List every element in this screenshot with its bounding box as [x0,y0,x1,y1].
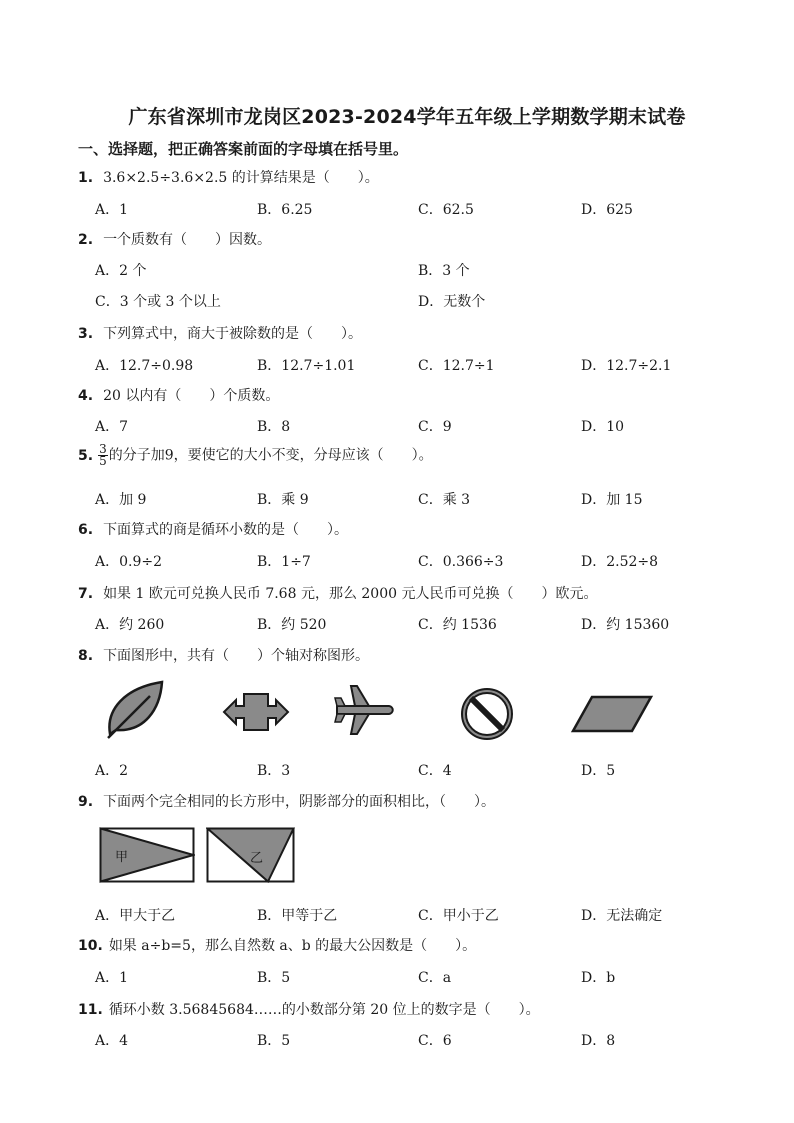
option-d[interactable]: D．无法确定 [581,908,663,924]
question-4: 4. 20 以内有（ ）个质数。 [78,388,280,404]
option-a[interactable]: A．约 260 [95,617,165,633]
option-a[interactable]: A．2 [95,763,129,779]
option-c[interactable]: C．62.5 [418,202,474,218]
option-b[interactable]: B．12.7÷1.01 [257,358,356,374]
option-d[interactable]: D．8 [581,1033,616,1049]
option-b[interactable]: B．8 [257,419,291,435]
question-8: 8. 下面图形中，共有（ ）个轴对称图形。 [78,648,370,664]
option-b[interactable]: B．约 520 [257,617,327,633]
option-c[interactable]: C．约 1536 [418,617,497,633]
option-a[interactable]: A．甲大于乙 [95,908,176,924]
option-a[interactable]: A．4 [95,1033,129,1049]
cross-arrows-icon [222,688,290,736]
option-d[interactable]: D．10 [581,419,625,435]
question-7: 7. 如果 1 欧元可兑换人民币 7.68 元，那么 2000 元人民币可兑换（ ）欧元。 [78,586,598,602]
question-10: 10. 如果 a÷b=5，那么自然数 a、b 的最大公因数是（ ）。 [78,938,477,954]
question-5: 5. $\frac{3}{5}$ 的分子加9，要使它的大小不变，分母应该（ ）。 [78,442,433,468]
option-b[interactable]: B．1÷7 [257,554,311,570]
option-a[interactable]: A．2 个 [95,263,147,279]
option-b[interactable]: B．3 [257,763,291,779]
option-d[interactable]: D．2.52÷8 [581,554,659,570]
option-c[interactable]: C．4 [418,763,452,779]
option-c[interactable]: C．甲小于乙 [418,908,499,924]
option-a[interactable]: A．7 [95,419,129,435]
option-a[interactable]: A．12.7÷0.98 [95,358,194,374]
option-c[interactable]: C．a [418,970,452,986]
label-yi: 乙 [250,851,264,866]
question-2: 2. 一个质数有（ ）因数。 [78,232,272,248]
option-b[interactable]: B．6.25 [257,202,313,218]
option-d[interactable]: D．约 15360 [581,617,670,633]
option-c[interactable]: C．12.7÷1 [418,358,495,374]
section-heading: 一、选择题，把正确答案前面的字母填在括号里。 [78,140,409,158]
option-a[interactable]: A．1 [95,202,129,218]
option-a[interactable]: A．1 [95,970,129,986]
option-b[interactable]: B．5 [257,1033,291,1049]
question-3: 3. 下列算式中，商大于被除数的是（ ）。 [78,326,363,342]
option-c[interactable]: C．6 [418,1033,452,1049]
parallelogram-icon [570,694,654,734]
option-b[interactable]: B．3 个 [418,263,470,279]
airplane-icon [333,684,395,736]
page-title: 广东省深圳市龙岗区2023-2024学年五年级上学期数学期末试卷 [128,106,686,128]
no-entry-icon [459,686,515,742]
option-b[interactable]: B．5 [257,970,291,986]
option-d[interactable]: D．无数个 [418,294,486,310]
question-9: 9. 下面两个完全相同的长方形中，阴影部分的面积相比，（ ）。 [78,794,496,810]
option-c[interactable]: C．0.366÷3 [418,554,504,570]
label-jia: 甲 [115,850,129,865]
option-c[interactable]: C．乘 3 [418,492,471,508]
option-b[interactable]: B．甲等于乙 [257,908,338,924]
option-c[interactable]: C．3 个或 3 个以上 [95,294,221,310]
option-d[interactable]: D．5 [581,763,616,779]
question-6: 6. 下面算式的商是循环小数的是（ ）。 [78,522,349,538]
option-d[interactable]: D．加 15 [581,492,643,508]
leaf-icon [104,680,166,740]
option-d[interactable]: D．625 [581,202,633,218]
question-11: 11. 循环小数 3.56845684……的小数部分第 20 位上的数字是（ ）。 [78,1002,540,1018]
option-a[interactable]: A．加 9 [95,492,147,508]
option-b[interactable]: B．乘 9 [257,492,309,508]
rectangle-jia-figure [99,827,195,883]
option-d[interactable]: D．12.7÷2.1 [581,358,672,374]
option-a[interactable]: A．0.9÷2 [95,554,163,570]
question-1: 1. 3.6×2.5÷3.6×2.5 的计算结果是（ ）。 [78,170,379,186]
fraction: $\frac{3}{5}$ [99,442,107,468]
option-c[interactable]: C．9 [418,419,452,435]
option-d[interactable]: D．b [581,970,616,986]
